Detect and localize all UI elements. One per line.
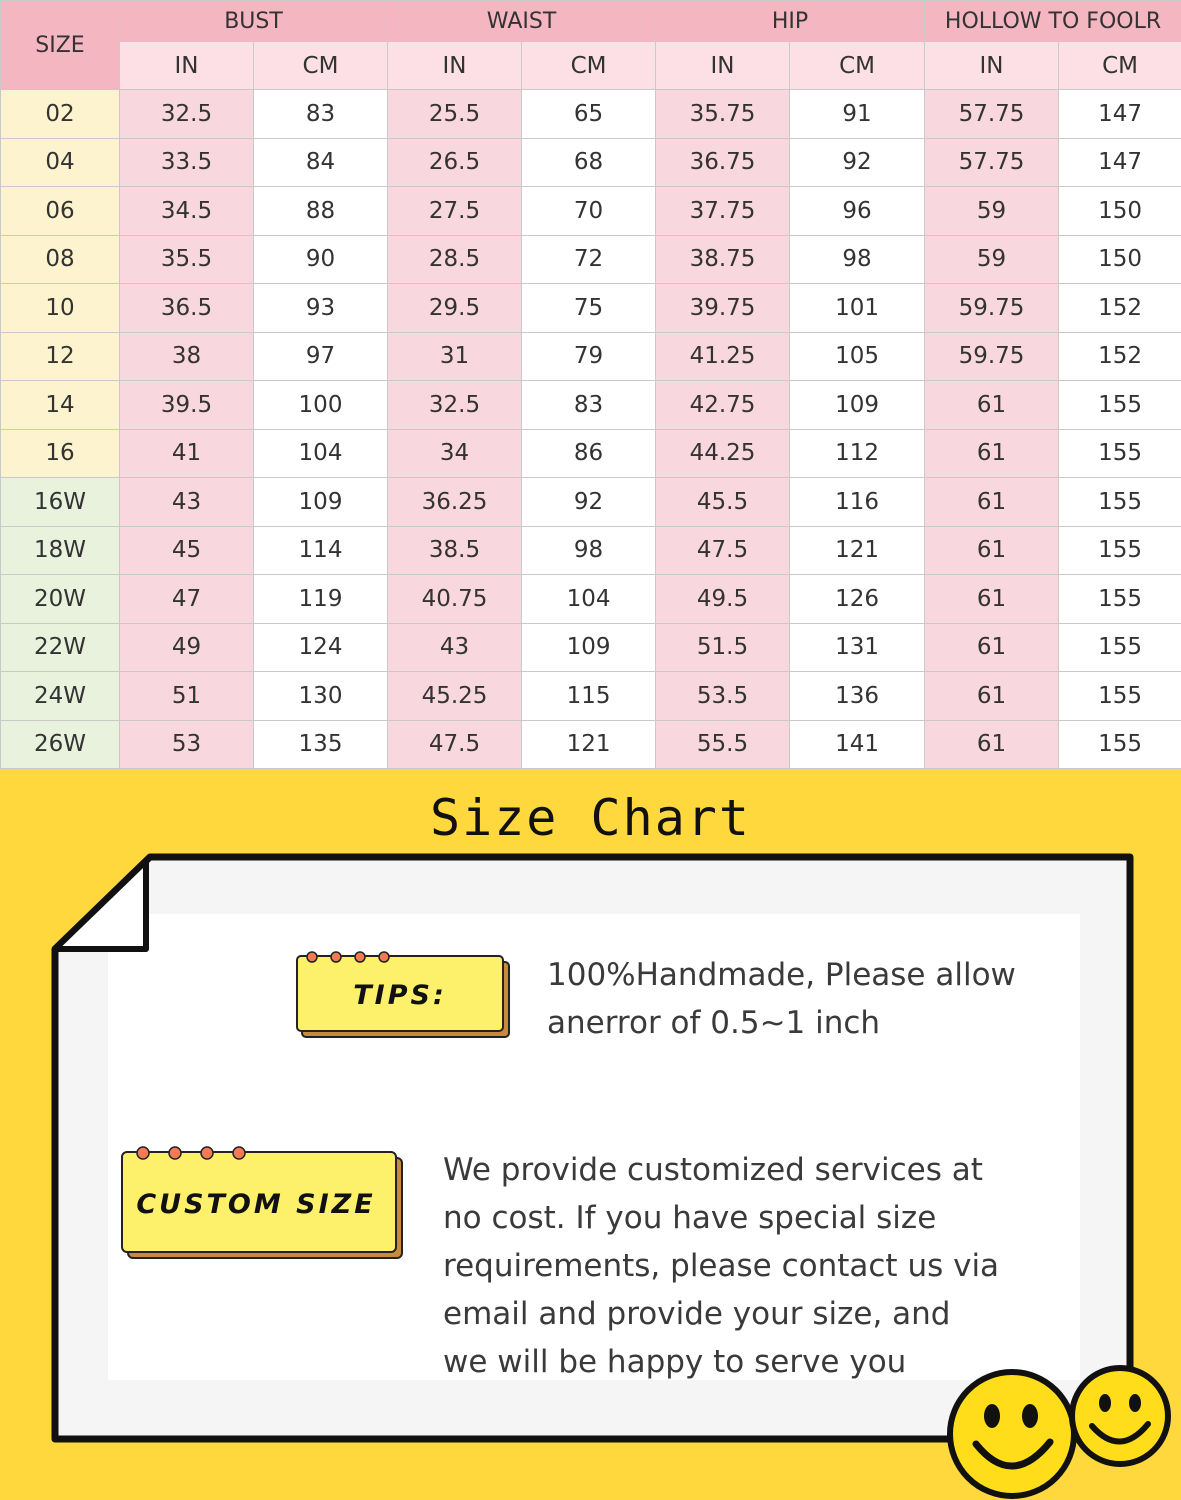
table-row [1, 90, 1181, 139]
inch-cell: 32.5 [388, 381, 522, 430]
table-row [1, 235, 1181, 284]
cm-cell: 84 [254, 138, 388, 187]
inch-cell: 61 [925, 478, 1059, 527]
inch-cell: 45 [120, 526, 254, 575]
cm-cell: 75 [522, 284, 656, 333]
tips-text [547, 951, 1067, 1047]
cm-cell: 155 [1059, 672, 1181, 721]
tips-badge [297, 952, 509, 1037]
size-cell: 14 [1, 381, 120, 430]
inch-cell: 35.75 [656, 90, 790, 139]
inch-cell: 61 [925, 672, 1059, 721]
info-panel [0, 769, 1181, 1500]
cm-cell: 155 [1059, 526, 1181, 575]
cm-cell: 155 [1059, 478, 1181, 527]
smileys-decoration [940, 1354, 1181, 1500]
cm-cell: 135 [254, 720, 388, 769]
cm-cell: 150 [1059, 235, 1181, 284]
cm-cell: 121 [790, 526, 925, 575]
size-cell: 18W [1, 526, 120, 575]
unit-header: IN [388, 42, 522, 90]
custom-line: requirements, please contact us via [443, 1248, 1000, 1284]
table-row [1, 575, 1181, 624]
cm-cell: 155 [1059, 381, 1181, 430]
inch-cell: 61 [925, 381, 1059, 430]
inch-cell: 59 [925, 187, 1059, 236]
table-row [1, 720, 1181, 769]
folded-corner [55, 861, 146, 949]
size-cell: 12 [1, 332, 120, 381]
cm-cell: 100 [254, 381, 388, 430]
cm-cell: 109 [790, 381, 925, 430]
size-cell: 24W [1, 672, 120, 721]
cm-cell: 155 [1059, 720, 1181, 769]
cm-cell: 121 [522, 720, 656, 769]
table-row [1, 672, 1181, 721]
inch-cell: 61 [925, 623, 1059, 672]
table-row [1, 478, 1181, 527]
custom-size-badge [122, 1147, 402, 1258]
cm-cell: 109 [254, 478, 388, 527]
inch-cell: 36.25 [388, 478, 522, 527]
custom-size-badge-label: CUSTOM SIZE [136, 1189, 376, 1220]
unit-header: IN [120, 42, 254, 90]
inch-cell: 59 [925, 235, 1059, 284]
cm-cell: 98 [790, 235, 925, 284]
inch-cell: 39.5 [120, 381, 254, 430]
inch-cell: 29.5 [388, 284, 522, 333]
size-cell: 08 [1, 235, 120, 284]
tips-line: anerror of 0.5~1 inch [547, 1005, 881, 1041]
group-header-bust: BUST [120, 1, 388, 42]
cm-cell: 83 [254, 90, 388, 139]
inch-cell: 32.5 [120, 90, 254, 139]
cm-cell: 136 [790, 672, 925, 721]
inch-cell: 41 [120, 429, 254, 478]
inch-cell: 53.5 [656, 672, 790, 721]
inch-cell: 45.5 [656, 478, 790, 527]
table-row [1, 138, 1181, 187]
custom-line: We provide customized services at [443, 1152, 983, 1188]
size-cell: 04 [1, 138, 120, 187]
cm-cell: 131 [790, 623, 925, 672]
cm-cell: 92 [790, 138, 925, 187]
inch-cell: 57.75 [925, 90, 1059, 139]
inch-cell: 53 [120, 720, 254, 769]
cm-cell: 147 [1059, 90, 1181, 139]
cm-cell: 126 [790, 575, 925, 624]
cm-cell: 124 [254, 623, 388, 672]
cm-cell: 72 [522, 235, 656, 284]
cm-cell: 155 [1059, 575, 1181, 624]
inch-cell: 43 [120, 478, 254, 527]
inch-cell: 37.75 [656, 187, 790, 236]
inch-cell: 39.75 [656, 284, 790, 333]
inch-cell: 38.5 [388, 526, 522, 575]
inch-cell: 28.5 [388, 235, 522, 284]
inch-cell: 38.75 [656, 235, 790, 284]
cm-cell: 109 [522, 623, 656, 672]
chart-title: Size Chart [429, 789, 752, 847]
inch-cell: 36.75 [656, 138, 790, 187]
inch-cell: 59.75 [925, 332, 1059, 381]
inch-cell: 61 [925, 575, 1059, 624]
size-cell: 16W [1, 478, 120, 527]
cm-cell: 104 [254, 429, 388, 478]
inch-cell: 40.75 [388, 575, 522, 624]
size-column-header: SIZE [1, 1, 120, 90]
custom-size-text [443, 1146, 1043, 1386]
size-cell: 02 [1, 90, 120, 139]
table-row [1, 332, 1181, 381]
inch-cell: 49.5 [656, 575, 790, 624]
table-row [1, 526, 1181, 575]
cm-cell: 104 [522, 575, 656, 624]
inch-cell: 51.5 [656, 623, 790, 672]
group-header-row [1, 1, 1181, 42]
cm-cell: 101 [790, 284, 925, 333]
size-cell: 20W [1, 575, 120, 624]
size-cell: 10 [1, 284, 120, 333]
inch-cell: 43 [388, 623, 522, 672]
group-header-hollow-to-floor: HOLLOW TO FOOLR [925, 1, 1181, 42]
cm-cell: 97 [254, 332, 388, 381]
group-header-hip: HIP [656, 1, 925, 42]
cm-cell: 79 [522, 332, 656, 381]
cm-cell: 83 [522, 381, 656, 430]
inch-cell: 61 [925, 429, 1059, 478]
inch-cell: 47.5 [388, 720, 522, 769]
inch-cell: 61 [925, 720, 1059, 769]
cm-cell: 150 [1059, 187, 1181, 236]
inch-cell: 26.5 [388, 138, 522, 187]
inch-cell: 42.75 [656, 381, 790, 430]
tips-line: 100%Handmade, Please allow [547, 957, 1016, 993]
custom-line: no cost. If you have special size [443, 1200, 937, 1236]
inch-cell: 34 [388, 429, 522, 478]
size-cell: 22W [1, 623, 120, 672]
smiley-face-icon [950, 1372, 1074, 1496]
unit-header-row [1, 42, 1181, 90]
cm-cell: 116 [790, 478, 925, 527]
custom-line: email and provide your size, and [443, 1296, 951, 1332]
inch-cell: 34.5 [120, 187, 254, 236]
tips-badge-label: TIPS: [353, 980, 447, 1011]
cm-cell: 105 [790, 332, 925, 381]
inch-cell: 44.25 [656, 429, 790, 478]
size-cell: 06 [1, 187, 120, 236]
cm-cell: 152 [1059, 332, 1181, 381]
unit-header: IN [656, 42, 790, 90]
inch-cell: 57.75 [925, 138, 1059, 187]
table-row [1, 381, 1181, 430]
inch-cell: 36.5 [120, 284, 254, 333]
inch-cell: 31 [388, 332, 522, 381]
size-cell: 16 [1, 429, 120, 478]
inch-cell: 45.25 [388, 672, 522, 721]
inch-cell: 27.5 [388, 187, 522, 236]
unit-header: CM [254, 42, 388, 90]
inch-cell: 25.5 [388, 90, 522, 139]
inch-cell: 33.5 [120, 138, 254, 187]
cm-cell: 86 [522, 429, 656, 478]
cm-cell: 70 [522, 187, 656, 236]
inch-cell: 35.5 [120, 235, 254, 284]
cm-cell: 90 [254, 235, 388, 284]
cm-cell: 68 [522, 138, 656, 187]
cm-cell: 112 [790, 429, 925, 478]
inch-cell: 59.75 [925, 284, 1059, 333]
unit-header: IN [925, 42, 1059, 90]
cm-cell: 91 [790, 90, 925, 139]
inch-cell: 55.5 [656, 720, 790, 769]
cm-cell: 147 [1059, 138, 1181, 187]
inch-cell: 49 [120, 623, 254, 672]
unit-header: CM [522, 42, 656, 90]
smiley-face-icon [1072, 1368, 1168, 1464]
cm-cell: 155 [1059, 429, 1181, 478]
inch-cell: 47.5 [656, 526, 790, 575]
table-row [1, 623, 1181, 672]
table-row [1, 187, 1181, 236]
unit-header: CM [1059, 42, 1181, 90]
table-row [1, 429, 1181, 478]
cm-cell: 114 [254, 526, 388, 575]
group-header-waist: WAIST [388, 1, 656, 42]
inch-cell: 51 [120, 672, 254, 721]
cm-cell: 88 [254, 187, 388, 236]
cm-cell: 115 [522, 672, 656, 721]
cm-cell: 93 [254, 284, 388, 333]
cm-cell: 141 [790, 720, 925, 769]
cm-cell: 130 [254, 672, 388, 721]
cm-cell: 65 [522, 90, 656, 139]
size-cell: 26W [1, 720, 120, 769]
inch-cell: 61 [925, 526, 1059, 575]
cm-cell: 92 [522, 478, 656, 527]
custom-line: we will be happy to serve you [443, 1344, 907, 1380]
cm-cell: 96 [790, 187, 925, 236]
table-row [1, 284, 1181, 333]
inch-cell: 47 [120, 575, 254, 624]
cm-cell: 119 [254, 575, 388, 624]
inch-cell: 38 [120, 332, 254, 381]
unit-header: CM [790, 42, 925, 90]
cm-cell: 98 [522, 526, 656, 575]
cm-cell: 155 [1059, 623, 1181, 672]
inch-cell: 41.25 [656, 332, 790, 381]
cm-cell: 152 [1059, 284, 1181, 333]
table-body [1, 90, 1181, 769]
